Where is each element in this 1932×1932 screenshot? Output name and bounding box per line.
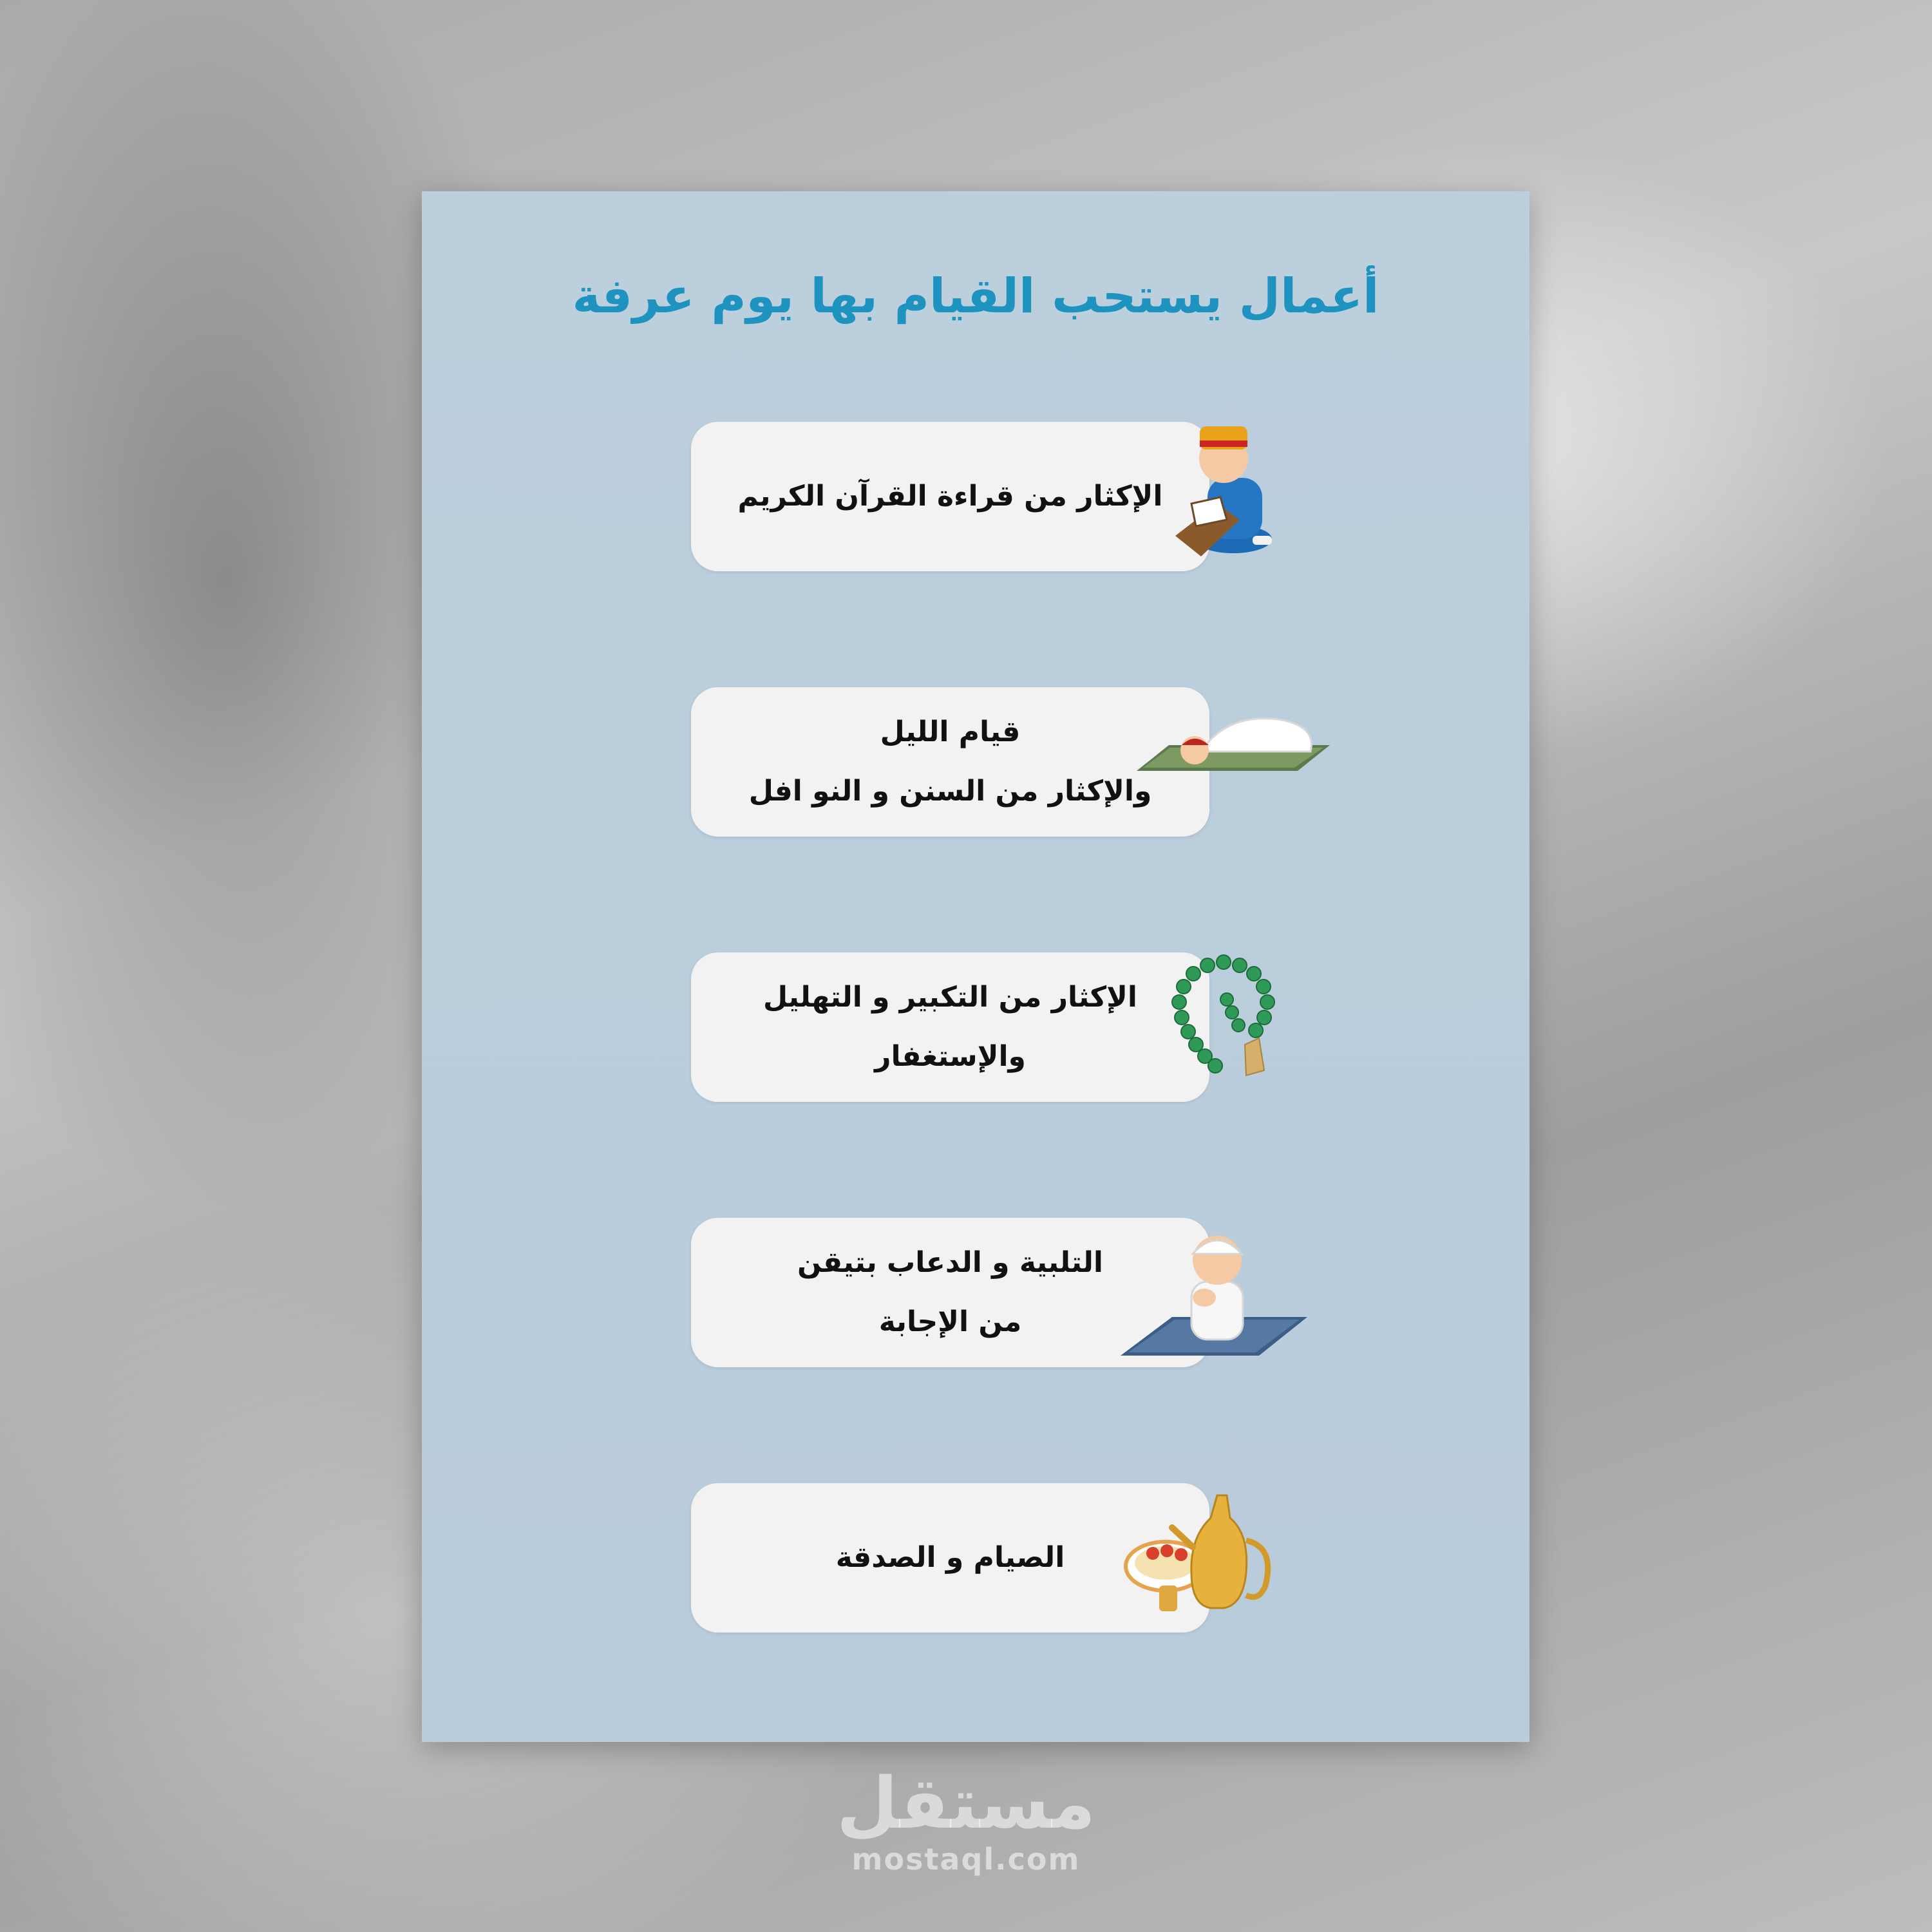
watermark-latin: mostaql.com — [851, 1842, 1081, 1877]
card-text-line: قيام الليل — [880, 715, 1021, 748]
card-text-line: التلبية و الدعاب بتيقن — [797, 1246, 1103, 1279]
card-text-line: الإكثار من التكبير و التهليل — [763, 981, 1137, 1014]
watermark-arabic: مستقل — [836, 1762, 1096, 1844]
card-text-line: الصيام و الصدقة — [835, 1541, 1065, 1574]
card-takbir-tahlil — [691, 952, 1209, 1102]
coffee-pot-and-food-icon — [1121, 1489, 1282, 1618]
card-text-line: الإكثار من قراءة القرآن الكريم — [737, 480, 1163, 513]
child-making-dua-icon — [1121, 1220, 1307, 1365]
child-reading-quran-icon — [1156, 407, 1278, 562]
poster-title: أعمال يستحب القيام بها يوم عرفة — [572, 269, 1379, 324]
card-text-line: والإستغفار — [875, 1040, 1026, 1073]
card-text-line: والإكثار من السنن و النو افل — [748, 775, 1152, 808]
card-reading-quran — [691, 422, 1209, 571]
watermark — [818, 1762, 1114, 1877]
prayer-beads-icon — [1162, 948, 1285, 1096]
child-prostrating-prayer-icon — [1130, 700, 1336, 784]
card-text-line: من الإجابة — [878, 1305, 1022, 1338]
poster — [422, 191, 1530, 1742]
